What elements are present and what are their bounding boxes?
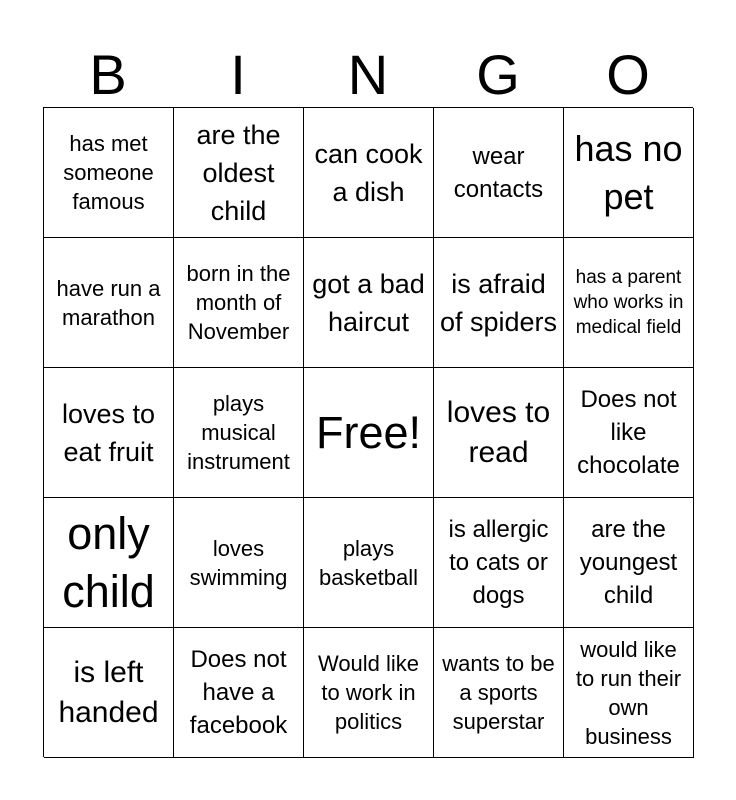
cell-text: are the youngest child (579, 516, 678, 609)
bingo-cell[interactable] (44, 498, 174, 628)
bingo-cell[interactable] (434, 108, 564, 238)
header-letter-b: B (89, 43, 127, 106)
bingo-cell[interactable] (304, 238, 434, 368)
bingo-cell[interactable] (564, 498, 694, 628)
cell-text: has no pet (574, 127, 683, 217)
cell-text: would like to run their own business (575, 636, 682, 749)
header-letter-g: G (476, 43, 520, 106)
bingo-cell[interactable] (564, 368, 694, 498)
cell-text: has a parent who works in medical field (573, 267, 684, 338)
cell-text: is allergic to cats or dogs (448, 516, 549, 609)
header-letter-o: O (606, 43, 650, 106)
bingo-grid (43, 107, 693, 757)
bingo-cell[interactable] (564, 238, 694, 368)
bingo-cell[interactable] (44, 628, 174, 758)
cell-text: Does not have a facebook (189, 646, 288, 739)
cell-text: Does not like chocolate (577, 386, 680, 479)
bingo-cell[interactable] (174, 628, 304, 758)
bingo-cell[interactable] (564, 628, 694, 758)
bingo-cell[interactable] (434, 498, 564, 628)
bingo-cell[interactable] (434, 628, 564, 758)
cell-text: born in the month of November (186, 261, 291, 344)
cell-text: Would like to work in politics (317, 651, 420, 734)
bingo-cell[interactable] (174, 238, 304, 368)
bingo-cell[interactable] (434, 368, 564, 498)
cell-text: got a bad haircut (312, 268, 425, 337)
cell-text: are the oldest child (196, 119, 281, 226)
cell-text: is left handed (58, 655, 159, 729)
cell-text: can cook a dish (314, 138, 423, 207)
header-letter-i: I (230, 43, 246, 106)
free-space-text: Free! (315, 406, 422, 458)
bingo-cell[interactable] (174, 368, 304, 498)
bingo-cell[interactable] (304, 498, 434, 628)
cell-text: plays basketball (318, 535, 419, 590)
bingo-cell[interactable] (434, 238, 564, 368)
cell-text: loves swimming (189, 535, 288, 590)
cell-text: plays musical instrument (187, 391, 290, 474)
bingo-cell[interactable] (44, 238, 174, 368)
free-space-cell[interactable] (304, 368, 434, 498)
bingo-cell[interactable] (304, 108, 434, 238)
cell-text: has met someone famous (63, 131, 154, 214)
bingo-header (43, 42, 693, 108)
header-letter-n: N (347, 43, 389, 106)
bingo-cell[interactable] (174, 498, 304, 628)
cell-text: wear contacts (453, 142, 544, 203)
cell-text: wants to be a sports superstar (442, 651, 555, 734)
bingo-cell[interactable] (44, 368, 174, 498)
bingo-cell[interactable] (44, 108, 174, 238)
bingo-cell[interactable] (174, 108, 304, 238)
cell-text: loves to eat fruit (61, 398, 156, 467)
cell-text: have run a marathon (56, 275, 161, 330)
cell-text: is afraid of spiders (439, 268, 558, 337)
bingo-cell[interactable] (304, 628, 434, 758)
cell-text: only child (62, 507, 155, 617)
cell-text: loves to read (446, 395, 551, 469)
bingo-cell[interactable] (564, 108, 694, 238)
